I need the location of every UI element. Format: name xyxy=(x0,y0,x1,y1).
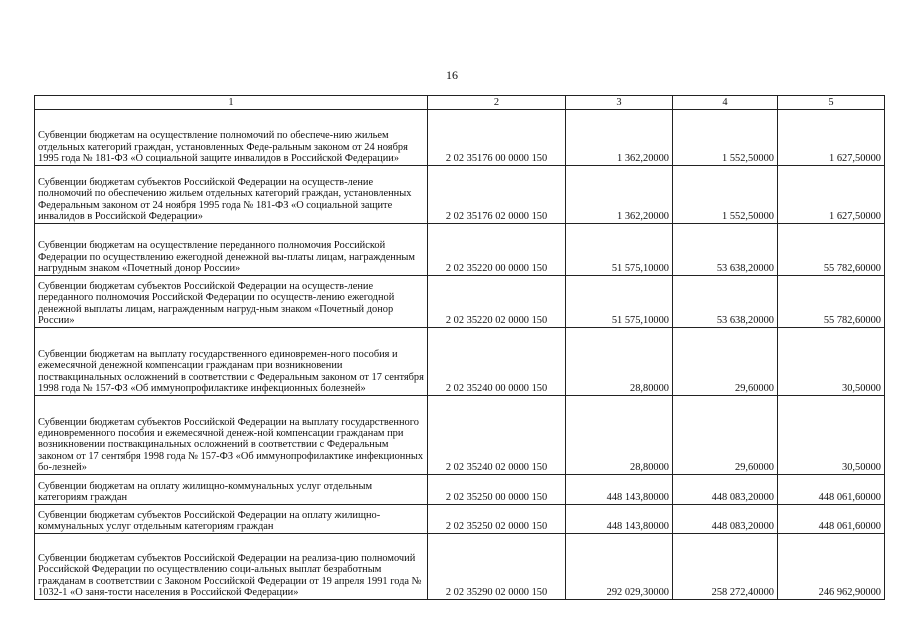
row-value-col5: 1 627,50000 xyxy=(778,110,885,166)
row-code: 2 02 35176 00 0000 150 xyxy=(428,110,566,166)
row-name: Субвенции бюджетам на осуществление полномочий по обеспече-нию жильем отдельных категорий граждан, установленных Феде-ральным законом от 24 ноября 1995 года № 181-ФЗ «О социальной защите инвалидов в Российской Федерации» xyxy=(35,110,428,166)
row-value-col4: 258 272,40000 xyxy=(673,534,778,600)
row-name: Субвенции бюджетам на осуществление переданного полномочия Российской Федерации по осуществлению ежегодной денежной вы-платы лицам, награжденным нагрудным знаком «Почетный донор России» xyxy=(35,224,428,276)
row-value-col3: 1 362,20000 xyxy=(566,166,673,224)
column-header-3: 3 xyxy=(566,96,673,110)
table-row xyxy=(35,328,885,396)
row-code: 2 02 35220 02 0000 150 xyxy=(428,276,566,328)
row-value-col5: 55 782,60000 xyxy=(778,224,885,276)
row-code: 2 02 35220 00 0000 150 xyxy=(428,224,566,276)
row-code: 2 02 35290 02 0000 150 xyxy=(428,534,566,600)
row-value-col3: 28,80000 xyxy=(566,396,673,475)
row-value-col4: 29,60000 xyxy=(673,328,778,396)
row-value-col5: 55 782,60000 xyxy=(778,276,885,328)
row-value-col3: 448 143,80000 xyxy=(566,475,673,505)
row-value-col4: 1 552,50000 xyxy=(673,166,778,224)
row-value-col3: 28,80000 xyxy=(566,328,673,396)
row-value-col3: 51 575,10000 xyxy=(566,276,673,328)
row-name: Субвенции бюджетам субъектов Российской Федерации на выплату государственного единовременного пособия и ежемесячной денеж-ной компенсации гражданам при возникновении поствакцинальных осложнений в соответствии с Федеральным законом от 17 сентября 1998 года № 157-ФЗ «Об иммунопрофилактике инфекционных бо-лезней» xyxy=(35,396,428,475)
table-row xyxy=(35,110,885,166)
column-header-1: 1 xyxy=(35,96,428,110)
row-name: Субвенции бюджетам субъектов Российской Федерации на реализа-цию полномочий Российской Федерации по осуществлению соци-альных выплат безработным гражданам в соответствии с Законом Российской Федерации от 19 апреля 1991 года № 1032-1 «О заня-тости населения в Российской Федерации» xyxy=(35,534,428,600)
row-value-col4: 53 638,20000 xyxy=(673,224,778,276)
table-header-row xyxy=(35,96,885,110)
row-name: Субвенции бюджетам субъектов Российской Федерации на осуществ-ление переданного полномочия Российской Федерации по осуществ-лению ежегодной денежной выплаты лицам, награжденным нагруд-ным знаком «Почетный донор России» xyxy=(35,276,428,328)
row-value-col5: 246 962,90000 xyxy=(778,534,885,600)
row-value-col4: 448 083,20000 xyxy=(673,475,778,505)
table-row xyxy=(35,505,885,534)
row-value-col3: 292 029,30000 xyxy=(566,534,673,600)
row-name: Субвенции бюджетам субъектов Российской Федерации на осуществ-ление полномочий по обеспечению жильем отдельных категорий граждан, установленных Федеральным законом от 24 ноября 1995 года № 181-ФЗ «О социальной защите инвалидов в Российской Федерации» xyxy=(35,166,428,224)
column-header-2: 2 xyxy=(428,96,566,110)
row-name: Субвенции бюджетам на оплату жилищно-коммунальных услуг отдельным категориям граждан xyxy=(35,475,428,505)
row-value-col5: 30,50000 xyxy=(778,328,885,396)
row-value-col5: 448 061,60000 xyxy=(778,475,885,505)
table-row xyxy=(35,276,885,328)
row-value-col4: 1 552,50000 xyxy=(673,110,778,166)
column-header-4: 4 xyxy=(673,96,778,110)
row-code: 2 02 35250 02 0000 150 xyxy=(428,505,566,534)
row-value-col4: 53 638,20000 xyxy=(673,276,778,328)
row-code: 2 02 35250 00 0000 150 xyxy=(428,475,566,505)
row-value-col5: 30,50000 xyxy=(778,396,885,475)
row-code: 2 02 35176 02 0000 150 xyxy=(428,166,566,224)
budget-revenue-table xyxy=(34,95,885,600)
row-name: Субвенции бюджетам на выплату государственного единовремен-ного пособия и ежемесячной денежной компенсации гражданам при возникновении поствакцинальных осложнений в соответствии с Федеральным законом от 17 сентября 1998 года № 157-ФЗ «Об иммунопрофилактике инфекционных болезней» xyxy=(35,328,428,396)
table-row xyxy=(35,475,885,505)
row-value-col3: 51 575,10000 xyxy=(566,224,673,276)
page-number: 16 xyxy=(446,68,458,82)
table-row xyxy=(35,396,885,475)
row-value-col4: 29,60000 xyxy=(673,396,778,475)
table-row xyxy=(35,166,885,224)
column-header-5: 5 xyxy=(778,96,885,110)
row-value-col5: 448 061,60000 xyxy=(778,505,885,534)
table-row xyxy=(35,534,885,600)
row-name: Субвенции бюджетам субъектов Российской Федерации на оплату жилищно-коммунальных услуг отдельным категориям граждан xyxy=(35,505,428,534)
row-value-col3: 1 362,20000 xyxy=(566,110,673,166)
row-value-col4: 448 083,20000 xyxy=(673,505,778,534)
row-value-col3: 448 143,80000 xyxy=(566,505,673,534)
row-code: 2 02 35240 00 0000 150 xyxy=(428,328,566,396)
row-code: 2 02 35240 02 0000 150 xyxy=(428,396,566,475)
table-row xyxy=(35,224,885,276)
row-value-col5: 1 627,50000 xyxy=(778,166,885,224)
